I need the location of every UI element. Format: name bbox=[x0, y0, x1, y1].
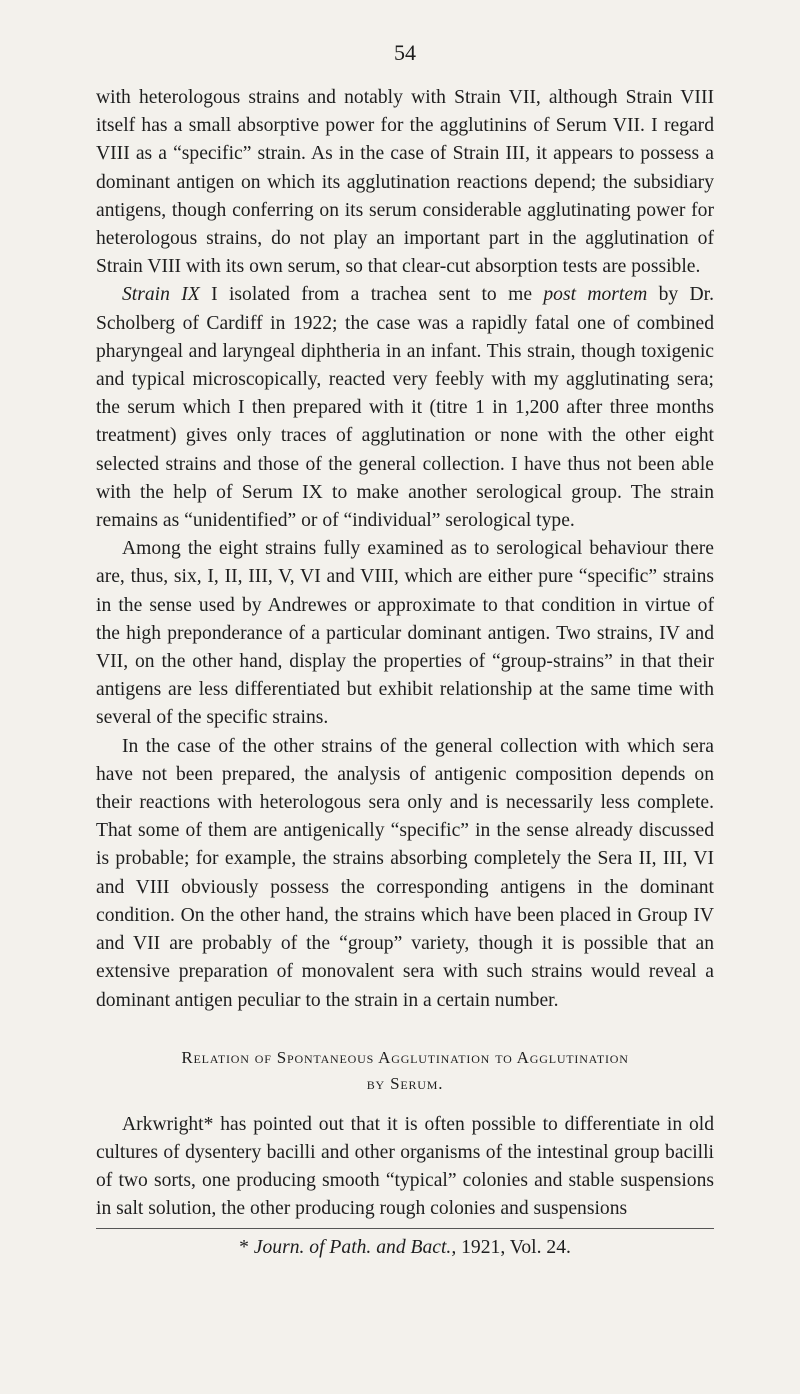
footnote-marker: * bbox=[239, 1236, 254, 1258]
strain-ix-text-a: I isolated from a trachea sent to me bbox=[199, 284, 544, 306]
footnote-ref: 1921, Vol. 24. bbox=[456, 1236, 571, 1258]
paragraph-arkwright: Arkwright* has pointed out that it is often possible to differentiate in old cultures of dysentery bacilli and other organisms of the intestinal group bacilli of two sorts, one producing smooth “typical” colonies and stable suspensions in salt solution, the other producing rough colonies and suspensions bbox=[96, 1113, 714, 1220]
page bbox=[96, 40, 714, 1261]
section-heading-line1 bbox=[96, 1045, 714, 1071]
section-heading-line2-text: by Serum. bbox=[366, 1073, 444, 1093]
strain-ix-lead: Strain IX bbox=[122, 284, 200, 306]
footnote-rule bbox=[96, 1228, 714, 1229]
footnote-journal: Journ. of Path. and Bact., bbox=[253, 1236, 457, 1258]
strain-ix-post-mortem: post mortem bbox=[543, 284, 648, 306]
paragraph-general-collection: In the case of the other strains of the general collection with which sera have not been prepared, the analysis of antigenic composition depends on their reactions with heterologous sera only and is necessarily less complete. That some of them are antigenically “specific” in the sense already discussed is probable; for example, the strains absorbing completely the Sera II, III, VI and VIII obviously possess the corresponding antigens in the dominant condition. On the other hand, the strains which have been placed in Group IV and VII are probably of the “group” variety, though it is possible that an extensive preparation of monovalent sera with such strains would reveal a dominant antigen peculiar to the strain in a certain number. bbox=[96, 735, 714, 1011]
section-heading-line2 bbox=[96, 1071, 714, 1097]
paragraph-strain-viii: with heterologous strains and notably with Strain VII, although Strain VIII itself has a small absorptive power for the agglutinins of Serum VII. I regard VIII as a “specific” strain. As in the case of Strain III, it appears to possess a dominant antigen on which its agglutination reactions depend; the subsidiary antigens, though conferring on its serum considerable agglutinating power for heterologous strains, do not play an important part in the agglutination of Strain VIII with its own serum, so that clear-cut absorption tests are possible. bbox=[96, 87, 714, 278]
section-heading-line1-text: Relation of Spontaneous Agglutination to Agglutination bbox=[181, 1047, 629, 1067]
paragraph-eight-strains: Among the eight strains fully examined as to serological behaviour there are, thus, six, I, II, III, V, VI and VIII, which are either pure “specific” strains in the sense used by Andrewes or approximate to that condition in virtue of the high preponderance of a particular dominant antigen. Two strains, IV and VII, on the other hand, display the properties of “group-strains” in that their antigens are less differentiated but exhibit relationship at the same time with several of the specific strains. bbox=[96, 538, 714, 729]
page-number: 54 bbox=[394, 40, 416, 65]
paragraph-strain-ix bbox=[96, 281, 714, 535]
strain-ix-text-c: by Dr. Scholberg of Cardiff in 1922; the case was a rapidly fatal one of combined pharyngeal and laryngeal diphtheria in an infant. This strain, though toxigenic and typical microscopically, reacted very feebly with my agglutinating sera; the serum which I then prepared with it (titre 1 in 1,200 after three months treatment) gives only traces of agglutination or none with the other eight selected strains and those of the general collection. I have thus not been able with the help of Serum IX to make another serological group. The strain remains as “unidentified” or of “individual” serological type. bbox=[96, 284, 714, 532]
footnote bbox=[96, 1235, 714, 1261]
section-heading bbox=[96, 1045, 714, 1097]
